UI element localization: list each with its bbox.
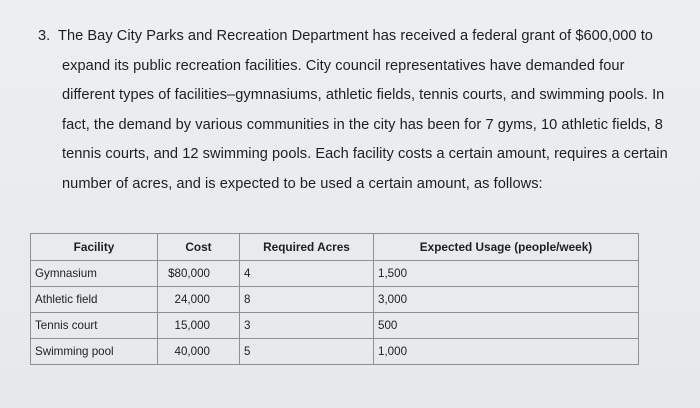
table-header-row (31, 234, 639, 261)
cell-facility: Athletic field (31, 287, 158, 313)
table-row (31, 287, 639, 313)
problem-text (58, 22, 668, 199)
cell-cost: $80,000 (158, 261, 240, 287)
cell-acres: 3 (240, 313, 374, 339)
problem-line: different types of facilities–gymnasiums, athletic fields, tennis courts, and swimming pools. In (62, 87, 665, 103)
problem-line: tennis courts, and 12 swimming pools. Each facility costs a certain amount, requires a certain (62, 146, 668, 162)
problem-line: The Bay City Parks and Recreation Department has received a federal grant of $600,000 to (58, 28, 653, 44)
table-row (31, 339, 639, 365)
header-expected-usage: Expected Usage (people/week) (374, 234, 639, 261)
cell-facility: Tennis court (31, 313, 158, 339)
cell-cost: 40,000 (158, 339, 240, 365)
problem-line: fact, the demand by various communities in the city has been for 7 gyms, 10 athletic fields, 8 (62, 116, 663, 133)
cell-usage: 500 (374, 313, 639, 339)
cell-acres: 8 (240, 287, 374, 313)
problem-line: expand its public recreation facilities. City council representatives have demanded four (62, 57, 625, 74)
cell-cost: 15,000 (158, 313, 240, 339)
header-cost: Cost (158, 234, 240, 261)
header-facility: Facility (31, 234, 158, 261)
table-row (31, 261, 639, 287)
cell-usage: 3,000 (374, 287, 639, 313)
cell-usage: 1,500 (374, 261, 639, 287)
facilities-table (30, 233, 639, 365)
cell-facility: Gymnasium (31, 261, 158, 287)
cell-acres: 5 (240, 339, 374, 365)
cell-cost: 24,000 (158, 287, 240, 313)
problem-number: 3. (38, 28, 51, 44)
header-required-acres: Required Acres (240, 234, 374, 261)
problem-statement (38, 22, 668, 199)
problem-line: number of acres, and is expected to be used a certain amount, as follows: (62, 175, 543, 192)
table-row (31, 313, 639, 339)
cell-facility: Swimming pool (31, 339, 158, 365)
cell-acres: 4 (240, 261, 374, 287)
cell-usage: 1,000 (374, 339, 639, 365)
